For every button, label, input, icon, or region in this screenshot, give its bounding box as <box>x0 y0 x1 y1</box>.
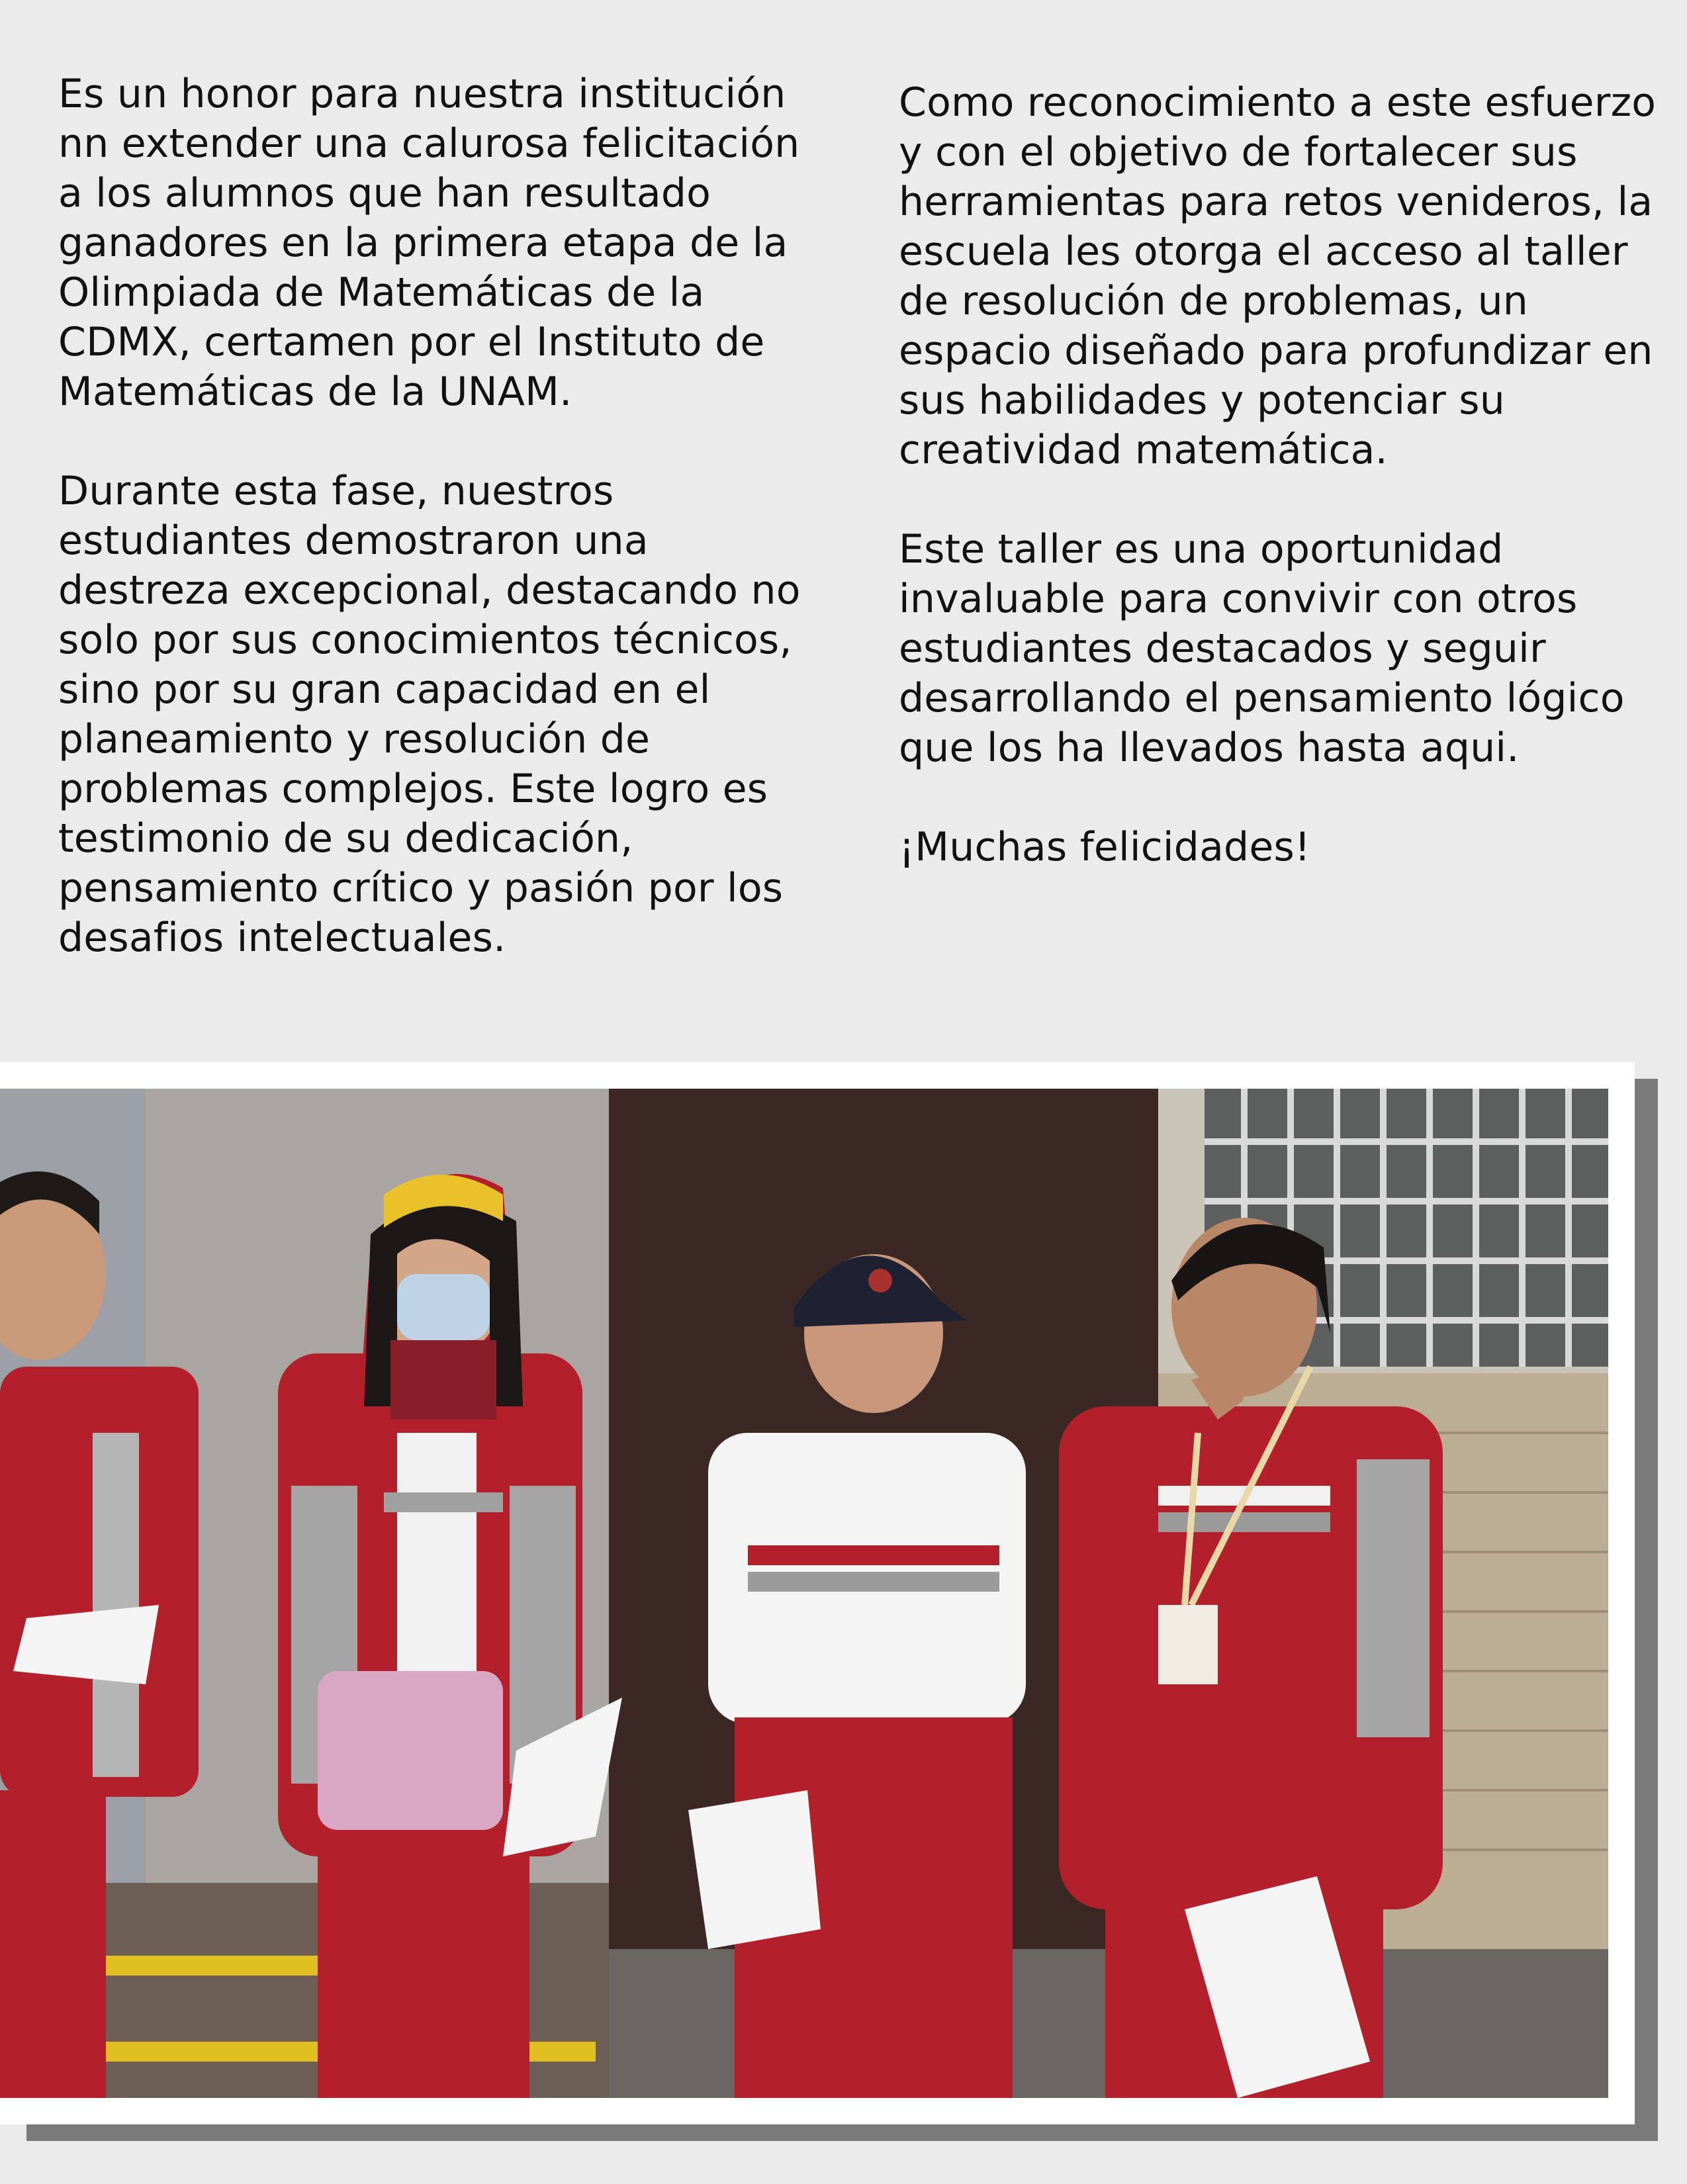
paragraph-recognition: Como reconocimiento a este esfuerzo y con el objetivo de fortalecer sus herramientas para retos venideros, la escuela les otorga el acceso al taller de resolución de problemas, un espacio diseñado para profundizar en sus habilidades y potenciar su creatividad matemática. <box>899 79 1657 473</box>
plaid-scarf <box>390 1340 496 1420</box>
face-mask <box>397 1274 490 1340</box>
students-photo <box>0 1089 1608 2098</box>
paragraph-achievement: Durante esta fase, nuestros estudiantes demostraron una destreza excepcional, destacando no solo por sus conocimientos técnicos, sino por su gran capacidad en el planeamiento y resolución de problemas complejos. Este logro es testimonio de su dedicación, pensamiento crítico y pasión por los desafios intelectuales. <box>58 468 801 961</box>
right-text-column <box>899 78 1660 922</box>
paragraph-workshop: Este taller es una oportunidad invaluable para convivir con otros estudiantes destacados y seguir desarrollando el pensamiento lógico que los ha llevados hasta aqui. <box>899 526 1625 771</box>
pink-lunchbox <box>318 1671 503 1830</box>
id-badge <box>1158 1605 1218 1684</box>
paper-sheet <box>688 1790 821 1949</box>
left-text-column <box>58 69 826 1013</box>
paragraph-congratulations: ¡Muchas felicidades! <box>899 824 1311 870</box>
paragraph-intro: Es un honor para nuestra institución​nn extender una calurosa felicitación a los alumnos que han resultado ganadores en la primera etapa de la Olimpiada de Matemáticas de la CDMX, certamen por el Instituto de Matemáticas de la UNAM. <box>58 71 800 415</box>
